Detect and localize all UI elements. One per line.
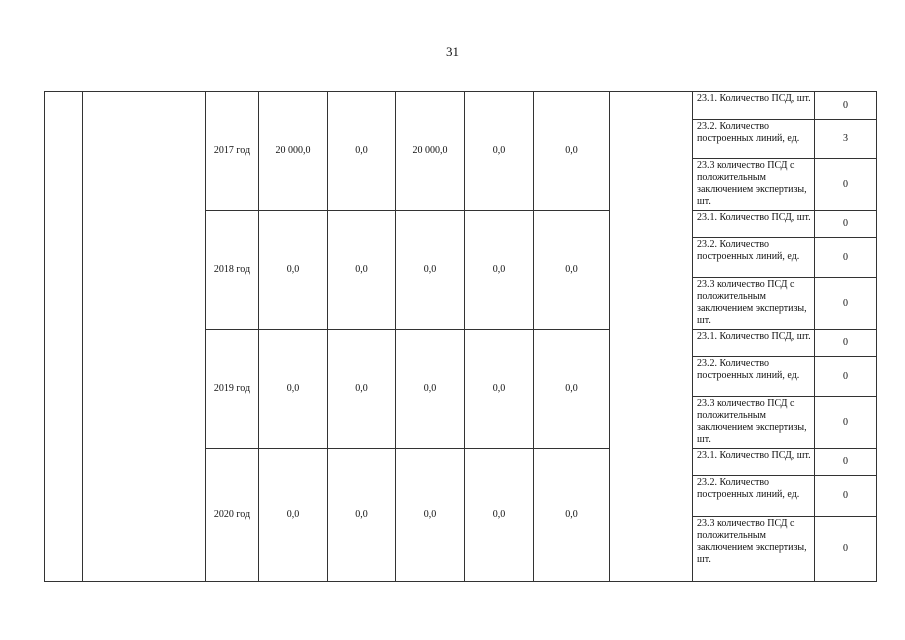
indicator-value-cell: 0 [815,159,877,211]
funding-value-cell: 0,0 [465,92,534,211]
funding-value-cell: 0,0 [465,211,534,330]
funding-value-cell: 0,0 [328,92,396,211]
indicator-name-cell [693,330,815,357]
funding-value-cell: 0,0 [396,330,465,449]
indicator-name-cell [693,397,815,449]
indicator-value-cell: 0 [815,476,877,517]
indicator-name-cell [693,449,815,476]
funding-value-cell: 0,0 [328,211,396,330]
indicator-name-cell [693,159,815,211]
funding-value-cell: 20 000,0 [396,92,465,211]
indicator-value-cell: 0 [815,397,877,449]
indicator-value-cell: 0 [815,517,877,582]
indicator-name-cell [693,211,815,238]
indicator-name: 23.1. Количество ПСД, шт. [697,331,811,342]
funding-value-cell: 0,0 [328,330,396,449]
funding-value-cell: 0,0 [259,211,328,330]
indicator-name-cell [693,238,815,278]
page-number: 31 [446,44,459,59]
indicator-name: 23.1. Количество ПСД, шт. [697,450,811,461]
funding-value-cell: 0,0 [534,449,610,582]
funding-value-cell: 0,0 [328,449,396,582]
indicator-name: 23.3 количество ПСД с положительным заключением экспертизы, шт. [697,518,807,565]
funding-value-cell: 0,0 [396,211,465,330]
year-cell: 2020 год [206,449,259,582]
indicator-name: 23.1. Количество ПСД, шт. [697,212,811,223]
year-cell: 2019 год [206,330,259,449]
indicator-name-cell [693,357,815,397]
indicator-name-cell [693,517,815,582]
funding-value-cell: 0,0 [465,330,534,449]
indicator-value-cell: 0 [815,238,877,278]
indicator-name: 23.2. Количество построенных линий, ед. [697,239,800,262]
indicator-name: 23.3 количество ПСД с положительным заключением экспертизы, шт. [697,160,807,207]
indicator-name: 23.2. Количество построенных линий, ед. [697,121,800,144]
indicator-name-cell [693,476,815,517]
col-number-cell [45,92,83,582]
funding-value-cell: 0,0 [534,92,610,211]
indicator-name: 23.2. Количество построенных линий, ед. [697,477,800,500]
indicator-name: 23.1. Количество ПСД, шт. [697,93,811,104]
indicator-value-cell: 0 [815,357,877,397]
funding-value-cell: 0,0 [534,330,610,449]
indicator-name: 23.3 количество ПСД с положительным заключением экспертизы, шт. [697,398,807,445]
indicator-name-cell [693,278,815,330]
indicator-value-cell: 3 [815,120,877,159]
funding-value-cell: 0,0 [396,449,465,582]
funding-value-cell: 0,0 [259,449,328,582]
program-funding-table [44,91,877,582]
year-cell: 2017 год [206,92,259,211]
year-cell: 2018 год [206,211,259,330]
col-name-cell [83,92,206,582]
indicator-value-cell: 0 [815,92,877,120]
indicator-name: 23.2. Количество построенных линий, ед. [697,358,800,381]
funding-value-cell: 0,0 [259,330,328,449]
funding-value-cell: 0,0 [465,449,534,582]
indicator-value-cell: 0 [815,449,877,476]
indicator-name-cell [693,120,815,159]
funding-value-cell: 0,0 [534,211,610,330]
indicator-name: 23.3 количество ПСД с положительным заключением экспертизы, шт. [697,279,807,326]
indicator-value-cell: 0 [815,211,877,238]
indicator-value-cell: 0 [815,330,877,357]
executor-cell [610,92,693,582]
table-row [45,92,877,120]
indicator-value-cell: 0 [815,278,877,330]
indicator-name-cell [693,92,815,120]
funding-value-cell: 20 000,0 [259,92,328,211]
